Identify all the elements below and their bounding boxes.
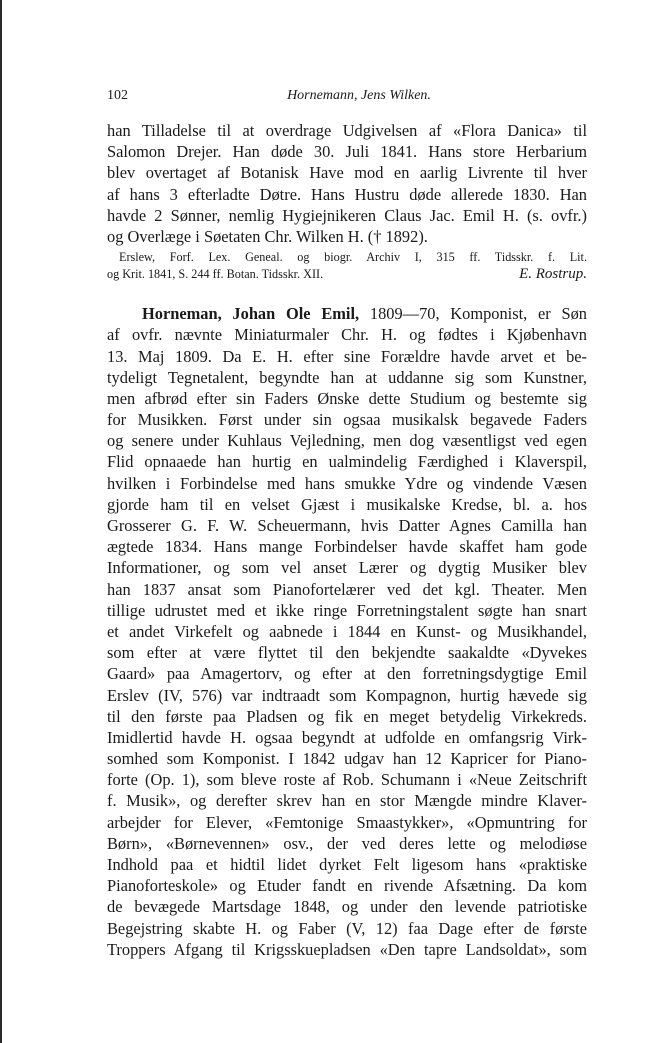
text-line: arbejder for Elever, «Femtonige Smaastykker», «Opmuntring for bbox=[107, 812, 587, 832]
entry-headword: Horneman, Johan Ole Emil, bbox=[142, 304, 360, 324]
entry-first-line bbox=[107, 303, 587, 324]
text-line: tillige udrustet med et ikke ringe Forretningstalent søgte han snart bbox=[107, 600, 587, 620]
text-line: f. Musik», og derefter skrev han en stor Mængde mindre Klaver- bbox=[107, 791, 587, 811]
text-line: Informationer, og som vel anset Lærer og dygtig Musiker blev bbox=[107, 558, 587, 578]
page-edge-shadow bbox=[0, 0, 2, 1043]
reference-line: og Krit. 1841, S. 244 ff. Botan. Tidsskr. XII. bbox=[107, 267, 324, 282]
text-line: Pianoforteskole» og Etuder fandt en rivende Afsætning. Da kom bbox=[107, 876, 587, 896]
text-line: et andet Virkefelt og aabnede i 1844 en Kunst- og Musikhandel, bbox=[107, 621, 587, 641]
entry-separator bbox=[107, 283, 587, 303]
text-line: ægtede 1834. Hans mange Forbindelser havde skaffet ham gode bbox=[107, 537, 587, 557]
text-line: Indhold paa et hidtil lidet dyrket Felt ligesom hans «praktiske bbox=[107, 855, 587, 874]
text-line: 13. Maj 1809. Da E. H. efter sine Forældre havde arvet et be- bbox=[107, 346, 587, 366]
reference-line: Erslew, Forf. Lex. Geneal. og biogr. Archiv I, 315 ff. Tidsskr. f. Lit. bbox=[119, 250, 587, 265]
text-line: tydeligt Tegnetalent, begyndte han at uddanne sig som Kunstner, bbox=[107, 367, 587, 387]
text-line: Imidlertid havde H. ogsaa begyndt at udfolde en omfangsrig Virk- bbox=[107, 727, 587, 747]
text-line: han 1837 ansat som Pianofortelærer ved det kgl. Theater. Men bbox=[107, 579, 587, 599]
entry-author: E. Rostrup. bbox=[519, 266, 587, 283]
text-line: og senere under Kuhlaus Vejledning, men dog væsentligst ved egen bbox=[107, 431, 587, 451]
text-line: Troppers Afgang til Krigsskuepladsen «Den tapre Landsoldat», som bbox=[107, 939, 587, 959]
entry-hornemann-jens-wilken-end bbox=[107, 120, 587, 283]
text-line: og Overlæge i Søetaten Chr. Wilken H. († 1892). bbox=[107, 226, 428, 246]
text-line: som efter at være flyttet til den bekjendte saakaldte «Dyvekes bbox=[107, 643, 587, 663]
text-line: forte (Op. 1), som bleve roste af Rob. Schumann i «Neue Zeitschrift bbox=[107, 770, 587, 790]
text-line: Grosserer G. F. W. Scheuermann, hvis Datter Agnes Camilla han bbox=[107, 516, 587, 535]
text-line: Børn», «Børnevennen» osv., der ved deres lette og melodiøse bbox=[107, 833, 587, 853]
text-line: hvilken i Forbindelse med hans smukke Ydre og vindende Væsen bbox=[107, 473, 587, 493]
page-header bbox=[107, 88, 587, 108]
text-line: men afbrød efter sin Faders Ønske dette Studium og bestemte sig bbox=[107, 388, 587, 408]
text-line: Flid opnaaede han hurtig en ualmindelig Færdighed i Klaverspil, bbox=[107, 452, 587, 472]
text-line: Erslev (IV, 576) var indtraadt som Kompagnon, hurtig hævede sig bbox=[107, 685, 587, 705]
text-line: af hans 3 efterladte Døtre. Hans Hustru døde allerede 1830. Han bbox=[107, 184, 587, 204]
running-title: Hornemann, Jens Wilken. bbox=[287, 88, 431, 103]
entry-first-line-text: 1809—70, Komponist, er Søn bbox=[369, 304, 587, 324]
text-line: for Musikken. Først under sin ogsaa musikalsk begavede Faders bbox=[107, 410, 587, 430]
page-body bbox=[107, 120, 587, 960]
text-line: havde 2 Sønner, nemlig Hygiejnikeren Claus Jac. Emil H. (s. ovfr.) bbox=[107, 205, 587, 225]
text-line: Begejstring skabte H. og Faber (V, 12) faa Dage efter de første bbox=[107, 918, 587, 938]
text-line: blev overtaget af Botanisk Have mod en aarlig Livrente til hver bbox=[107, 163, 587, 183]
text-line: Salomon Drejer. Han døde 30. Juli 1841. Hans store Herbarium bbox=[107, 142, 587, 162]
text-line: Gaard» paa Amagertorv, og efter at den forretningsdygtige Emil bbox=[107, 664, 587, 684]
reference-row bbox=[107, 266, 587, 283]
text-line: gjorde ham til en velset Gjæst i musikalske Kredse, bl. a. hos bbox=[107, 494, 587, 514]
text-line: somhed som Komponist. I 1842 udgav han 12 Kapricer for Piano- bbox=[107, 749, 587, 769]
entry-horneman-johan-ole-emil bbox=[107, 303, 587, 960]
text-line: af ovfr. nævnte Miniaturmaler Chr. H. og fødtes i Kjøbenhavn bbox=[107, 325, 587, 345]
text-line: han Tilladelse til at overdrage Udgivelsen af «Flora Danica» til bbox=[107, 121, 587, 140]
text-line: til den første paa Pladsen og fik en meget betydelig Virkekreds. bbox=[107, 706, 587, 726]
page-number: 102 bbox=[107, 88, 128, 103]
references bbox=[107, 249, 587, 283]
text-line: de bevægede Martsdage 1848, og under den levende patriotiske bbox=[107, 897, 587, 917]
